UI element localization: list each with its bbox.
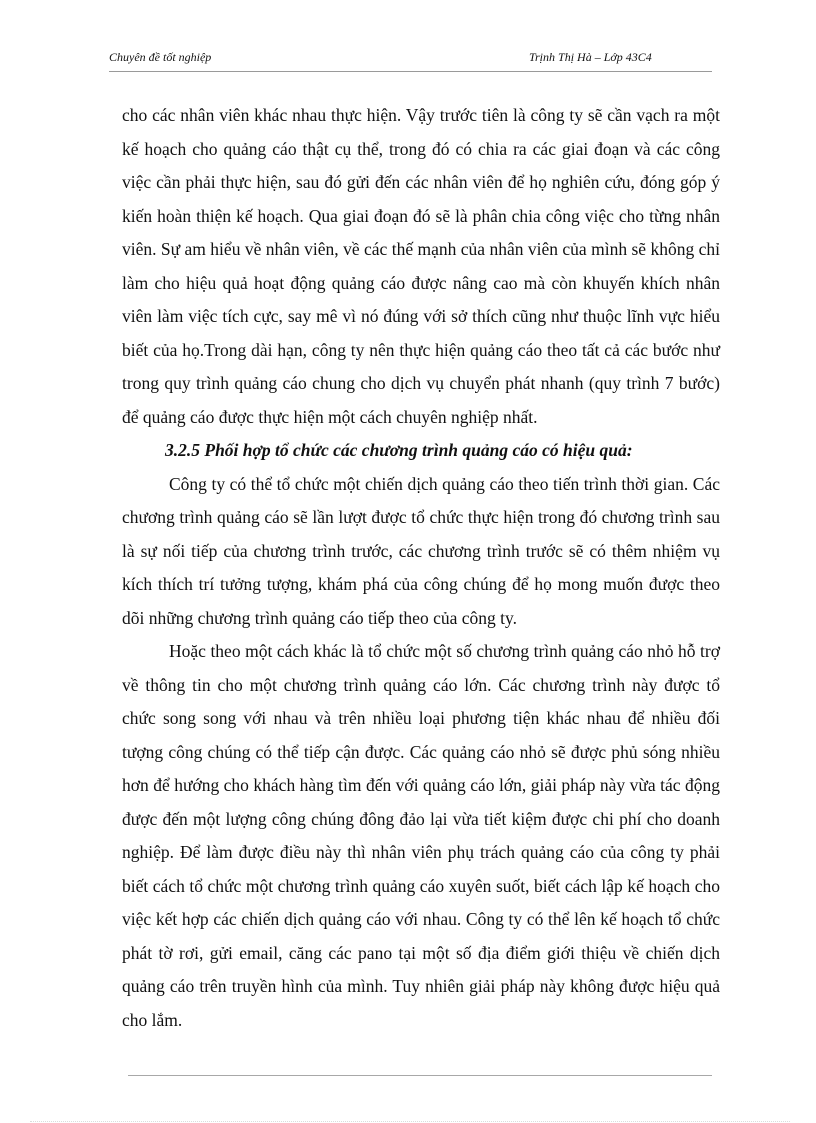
document-body xyxy=(122,99,720,1037)
header-author-class: Trịnh Thị Hà – Lớp 43C4 xyxy=(529,50,652,64)
paragraph-parallel-campaign: Hoặc theo một cách khác là tổ chức một số chương trình quảng cáo nhỏ hỗ trợ về thông tin cho một chương trình quảng cáo lớn. Các chương trình này được tổ chức song song với nhau và trên nhiều loại phương tiện khác nhau để nhiều đối tượng công chúng có thể tiếp cận được. Các quảng cáo nhỏ sẽ được phủ sóng nhiều hơn để hướng cho khách hàng tìm đến với quảng cáo lớn, giải pháp này vừa tác động được đến một lượng công chúng đông đảo lại vừa tiết kiệm được chi phí cho doanh nghiệp. Để làm được điều này thì nhân viên phụ trách quảng cáo của công ty phải biết cách tổ chức một chương trình quảng cáo xuyên suốt, biết cách lập kế hoạch cho việc kết hợp các chiến dịch quảng cáo với nhau. Công ty có thể lên kế hoạch tổ chức phát tờ rơi, gửi email, căng các pano tại một số địa điểm giới thiệu về chiến dịch quảng cáo trên truyền hình của mình. Tuy nhiên giải pháp này không được hiệu quả cho lắm. xyxy=(122,641,720,1030)
section-heading: 3.2.5 Phối hợp tổ chức các chương trình quảng cáo có hiệu quả: xyxy=(165,440,633,460)
page-edge xyxy=(30,1121,790,1122)
header-document-type: Chuyên đề tốt nghiệp xyxy=(109,50,212,64)
paragraph-timeline-campaign: Công ty có thể tổ chức một chiến dịch quảng cáo theo tiến trình thời gian. Các chương trình quảng cáo sẽ lần lượt được tổ chức thực hiện trong đó chương trình sau là sự nối tiếp của chương trình trước, các chương trình trước sẽ có thêm nhiệm vụ kích thích trí tưởng tượng, khám phá của công chúng để họ mong muốn được theo dõi những chương trình quảng cáo tiếp theo của công ty. xyxy=(122,473,720,628)
page-header xyxy=(109,50,709,70)
footer-divider xyxy=(128,1075,712,1076)
paragraph-continuation: cho các nhân viên khác nhau thực hiện. Vậy trước tiên là công ty sẽ cần vạch ra một kế hoạch cho quảng cáo thật cụ thể, trong đó có chia ra các giai đoạn và các công việc cần phải thực hiện, sau đó gửi đến các nhân viên để họ nghiên cứu, đóng góp ý kiến hoàn thiện kế hoạch. Qua giai đoạn đó sẽ là phân chia công việc cho từng nhân viên. Sự am hiểu về nhân viên, về các thế mạnh của nhân viên của mình sẽ không chỉ làm cho hiệu quả hoạt động quảng cáo được nâng cao mà còn khuyến khích nhân viên làm việc tích cực, say mê vì nó đúng với sở thích cũng như thuộc lĩnh vực hiểu biết của họ.Trong dài hạn, công ty nên thực hiện quảng cáo theo tất cả các bước như trong quy trình quảng cáo chung cho dịch vụ chuyển phát nhanh (quy trình 7 bước) để quảng cáo được thực hiện một cách chuyên nghiệp nhất. xyxy=(122,105,720,427)
header-divider xyxy=(109,71,712,72)
